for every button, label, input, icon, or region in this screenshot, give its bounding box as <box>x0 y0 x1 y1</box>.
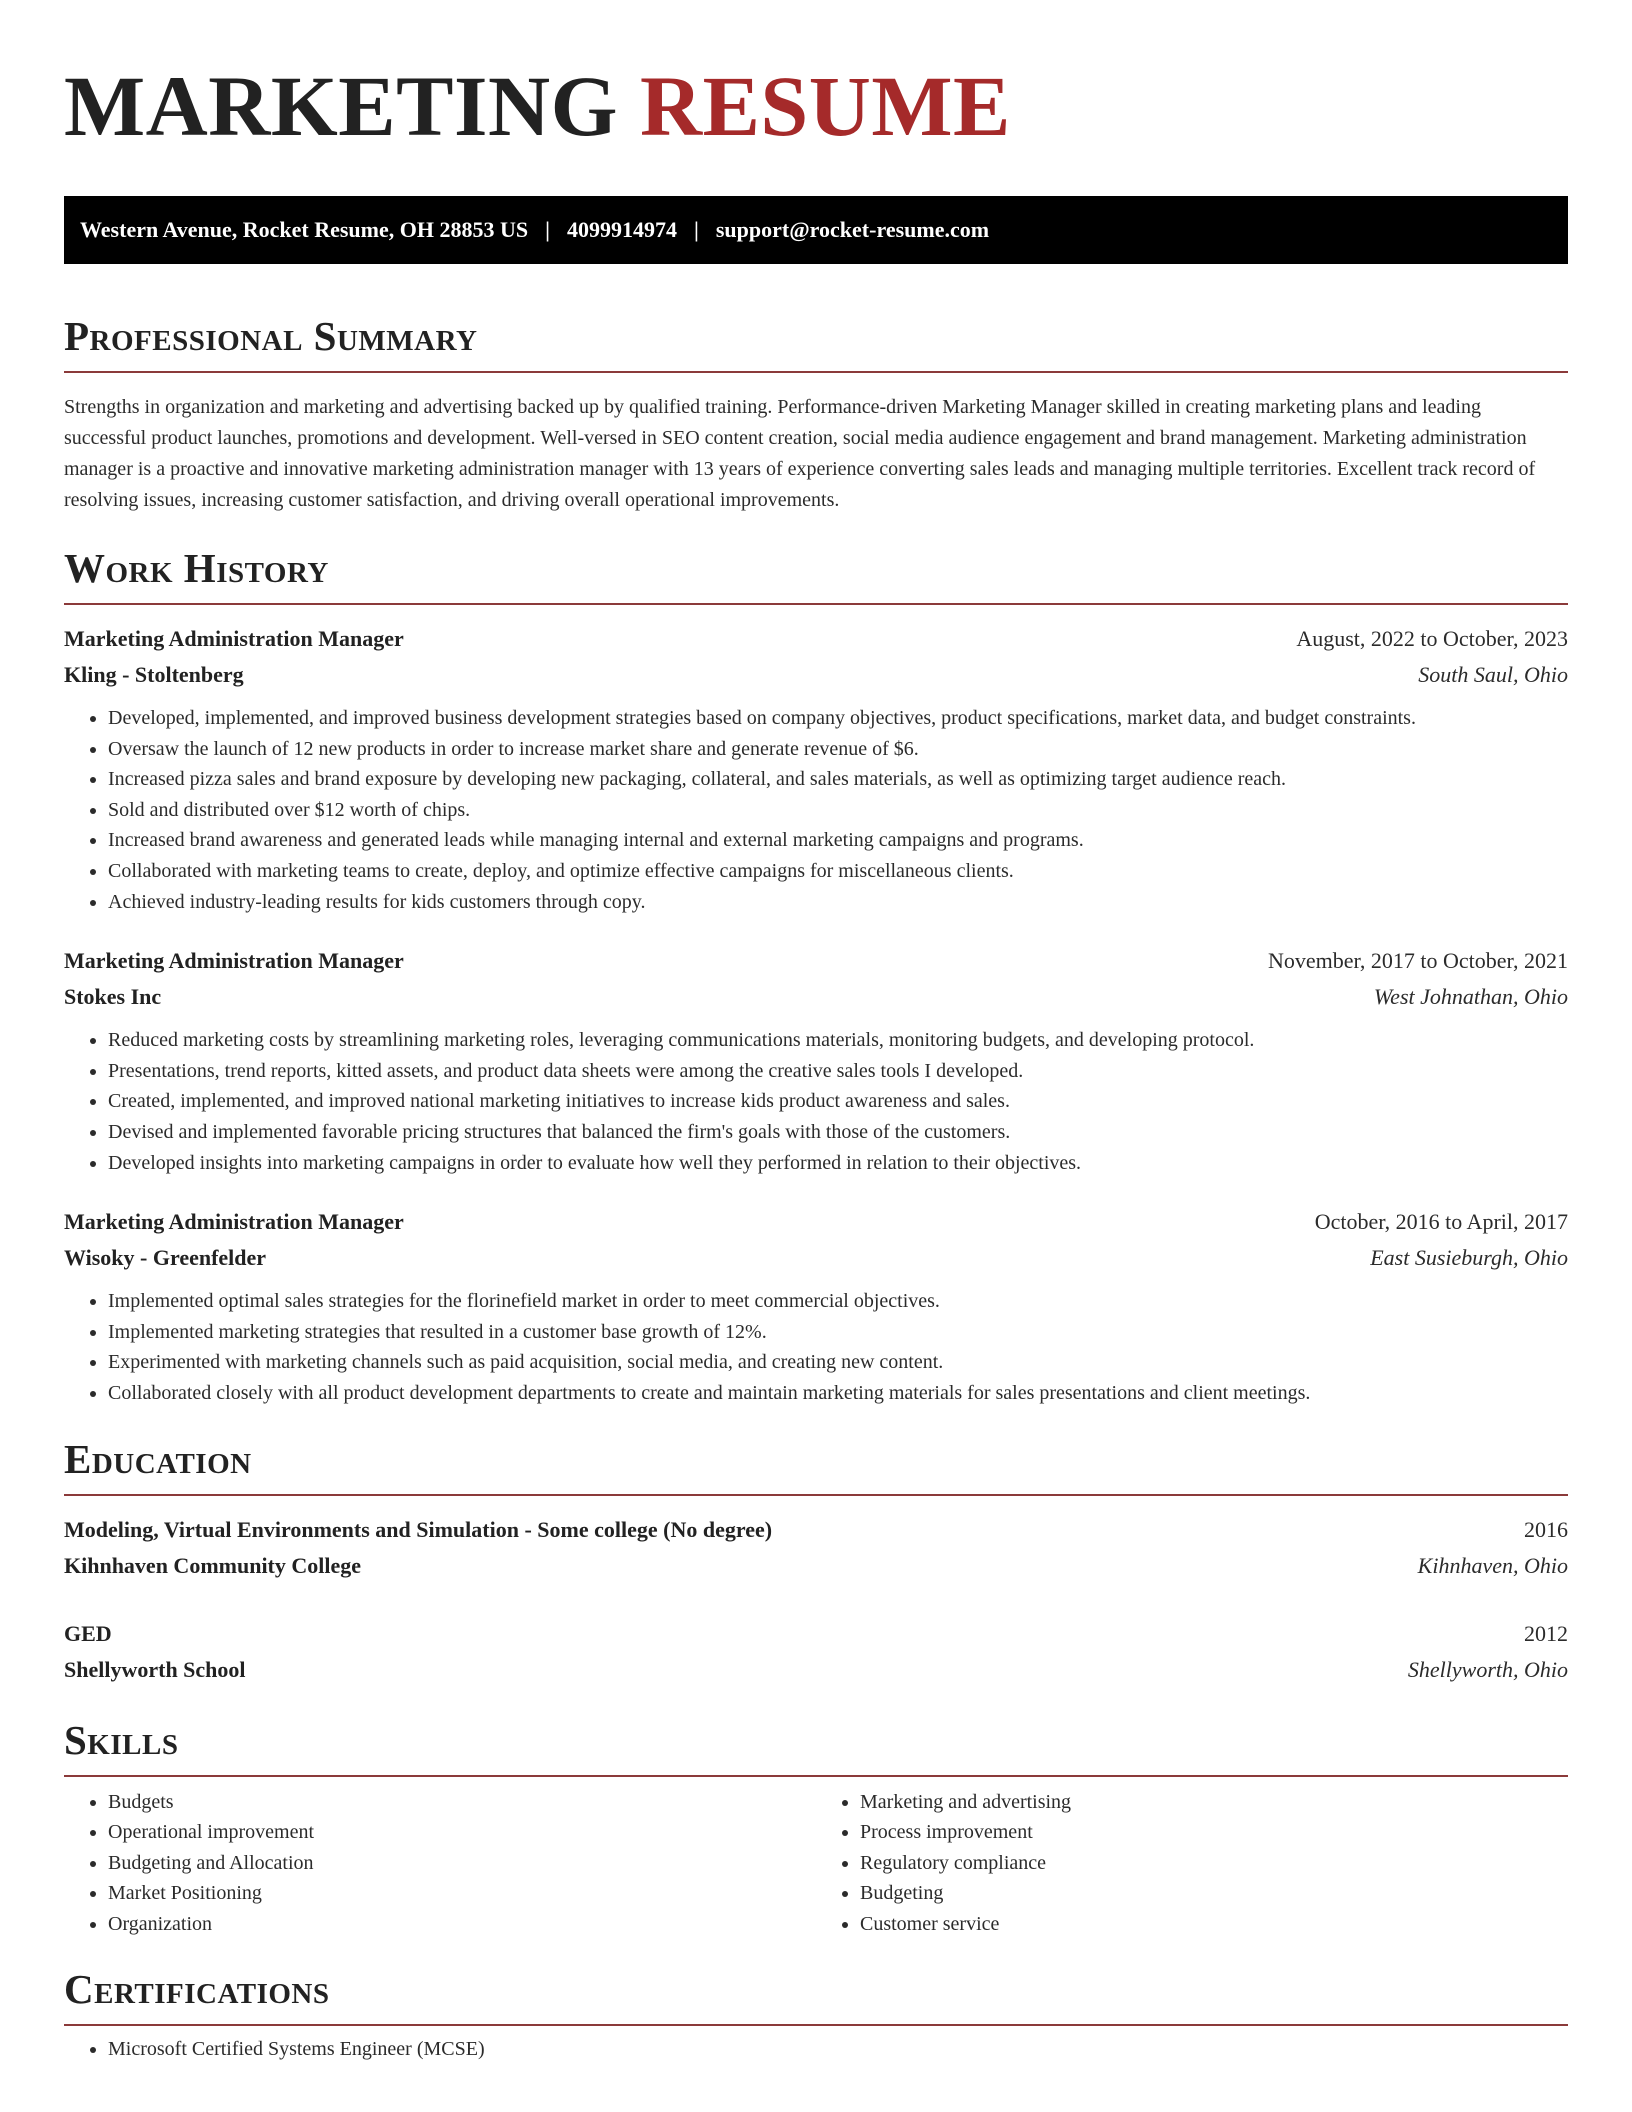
education-location: Shellyworth, Ohio <box>1407 1656 1568 1682</box>
list-item: • Operational improvement <box>108 1817 816 1848</box>
work-section <box>64 545 1568 1409</box>
job-location: South Saul, Ohio <box>1418 662 1568 687</box>
contact-separator: | <box>693 217 699 242</box>
summary-heading: Professional Summary <box>64 316 1568 373</box>
job-header-row <box>64 621 1568 657</box>
resume-title <box>64 56 1568 156</box>
contact-bar <box>64 196 1568 264</box>
list-item: • Implemented marketing strategies that resulted in a customer base growth of 12%. <box>108 1317 1568 1348</box>
job-dates: August, 2022 to October, 2023 <box>1296 626 1568 651</box>
list-item: • Achieved industry-leading results for kids customers through copy. <box>108 887 1568 918</box>
list-item: • Developed, implemented, and improved business development strategies based on company objectives, product specifications, market data, and budget constraints. <box>108 703 1568 734</box>
list-item: • Customer service <box>860 1909 1568 1940</box>
list-item: • Microsoft Certified Systems Engineer (MCSE) <box>108 2034 1568 2065</box>
list-item: • Collaborated with marketing teams to create, deploy, and optimize effective campaigns for miscellaneous clients. <box>108 856 1568 887</box>
list-item: • Implemented optimal sales strategies for the florinefield market in order to meet commercial objectives. <box>108 1286 1568 1317</box>
education-year: 2016 <box>1524 1516 1568 1542</box>
job-bullets <box>64 703 1568 917</box>
job-entry <box>64 943 1568 1178</box>
job-title: Marketing Administration Manager <box>64 626 404 651</box>
job-header-row <box>64 943 1568 979</box>
education-school: Shellyworth School <box>64 1656 246 1682</box>
education-school-row <box>64 1548 1568 1584</box>
education-school-row <box>64 1652 1568 1688</box>
list-item: • Budgeting and Allocation <box>108 1848 816 1879</box>
job-company: Stokes Inc <box>64 984 162 1010</box>
summary-section <box>64 313 1568 516</box>
skills-grid <box>64 1787 1568 1940</box>
summary-text: Strengths in organization and marketing and advertising backed up by qualified training. Performance-driven Marketing Manager skilled in creating marketing plans and leading successful product launches, promotions and development. Well-versed in SEO content creation, social media audience engagement and brand management. Marketing administration manager is a proactive and innovative marketing administration manager with 13 years of experience converting sales leads and managing multiple territories. Excellent track record of resolving issues, increasing customer satisfaction, and driving overall operational improvements. <box>64 396 1536 511</box>
list-item: • Developed insights into marketing campaigns in order to evaluate how well they performed in relation to their objectives. <box>108 1148 1568 1179</box>
job-company-row <box>64 1240 1568 1276</box>
job-company-row <box>64 979 1568 1015</box>
list-item: • Budgeting <box>860 1878 1568 1909</box>
education-year: 2012 <box>1524 1620 1568 1646</box>
job-entry <box>64 621 1568 917</box>
list-item: • Increased brand awareness and generated leads while managing internal and external marketing campaigns and programs. <box>108 825 1568 856</box>
job-location: East Susieburgh, Ohio <box>1370 1245 1568 1271</box>
certifications-section <box>64 1966 1568 2065</box>
skills-column-right <box>816 1787 1568 1940</box>
job-location: West Johnathan, Ohio <box>1373 984 1568 1010</box>
job-entry <box>64 1204 1568 1408</box>
job-title: Marketing Administration Manager <box>64 1209 404 1235</box>
work-heading: Work History <box>64 548 1568 605</box>
list-item: • Sold and distributed over $12 worth of chips. <box>108 795 1568 826</box>
list-item: • Oversaw the launch of 12 new products in order to increase market share and generate revenue of $6. <box>108 734 1568 765</box>
education-heading: Education <box>64 1439 1568 1496</box>
list-item: • Experimented with marketing channels such as paid acquisition, social media, and creating new content. <box>108 1347 1568 1378</box>
list-item: • Devised and implemented favorable pricing structures that balanced the firm's goals with those of the customers. <box>108 1117 1568 1148</box>
job-company: Kling - Stoltenberg <box>64 662 244 687</box>
contact-phone: 4099914974 <box>566 217 677 242</box>
job-header-row <box>64 1204 1568 1240</box>
list-item: • Budgets <box>108 1787 816 1818</box>
list-item: • Organization <box>108 1909 816 1940</box>
list-item: • Collaborated closely with all product development departments to create and maintain marketing materials for sales presentations and client meetings. <box>108 1378 1568 1409</box>
education-degree: GED <box>64 1620 112 1646</box>
job-dates: October, 2016 to April, 2017 <box>1314 1209 1568 1235</box>
list-item: • Market Positioning <box>108 1878 816 1909</box>
job-bullets <box>64 1286 1568 1408</box>
education-location: Kihnhaven, Ohio <box>1417 1552 1568 1578</box>
list-item: • Regulatory compliance <box>860 1848 1568 1879</box>
job-company-row <box>64 657 1568 693</box>
education-entry <box>64 1616 1568 1688</box>
education-degree-row <box>64 1616 1568 1652</box>
certifications-list <box>64 2034 1568 2065</box>
contact-separator: | <box>545 217 550 242</box>
list-item: • Process improvement <box>860 1817 1568 1848</box>
title-word-resume: RESUME <box>639 58 1011 154</box>
education-entry <box>64 1512 1568 1584</box>
contact-address: Western Avenue, Rocket Resume, OH 28853 US <box>80 217 529 242</box>
skills-heading: Skills <box>64 1720 1568 1777</box>
list-item: • Created, implemented, and improved national marketing initiatives to increase kids product awareness and sales. <box>108 1086 1568 1117</box>
education-degree: Modeling, Virtual Environments and Simulation - Some college (No degree) <box>64 1516 773 1542</box>
skills-column-left <box>64 1787 816 1940</box>
education-section <box>64 1435 1568 1688</box>
job-company: Wisoky - Greenfelder <box>64 1245 267 1271</box>
list-item: • Reduced marketing costs by streamlining marketing roles, leveraging communications materials, monitoring budgets, and developing protocol. <box>108 1025 1568 1056</box>
job-bullets <box>64 1025 1568 1178</box>
job-dates: November, 2017 to October, 2021 <box>1267 948 1568 974</box>
contact-email: support@rocket-resume.com <box>715 217 990 242</box>
certifications-heading: Certifications <box>64 1969 1568 2026</box>
list-item: • Increased pizza sales and brand exposure by developing new packaging, collateral, and sales materials, as well as optimizing target audience reach. <box>108 764 1568 795</box>
skills-section <box>64 1716 1568 1940</box>
list-item: • Marketing and advertising <box>860 1787 1568 1818</box>
list-item: • Presentations, trend reports, kitted assets, and product data sheets were among the creative sales tools I developed. <box>108 1056 1568 1087</box>
title-word-marketing: MARKETING <box>64 58 618 154</box>
education-school: Kihnhaven Community College <box>64 1552 362 1578</box>
job-title: Marketing Administration Manager <box>64 948 404 974</box>
education-degree-row <box>64 1512 1568 1548</box>
